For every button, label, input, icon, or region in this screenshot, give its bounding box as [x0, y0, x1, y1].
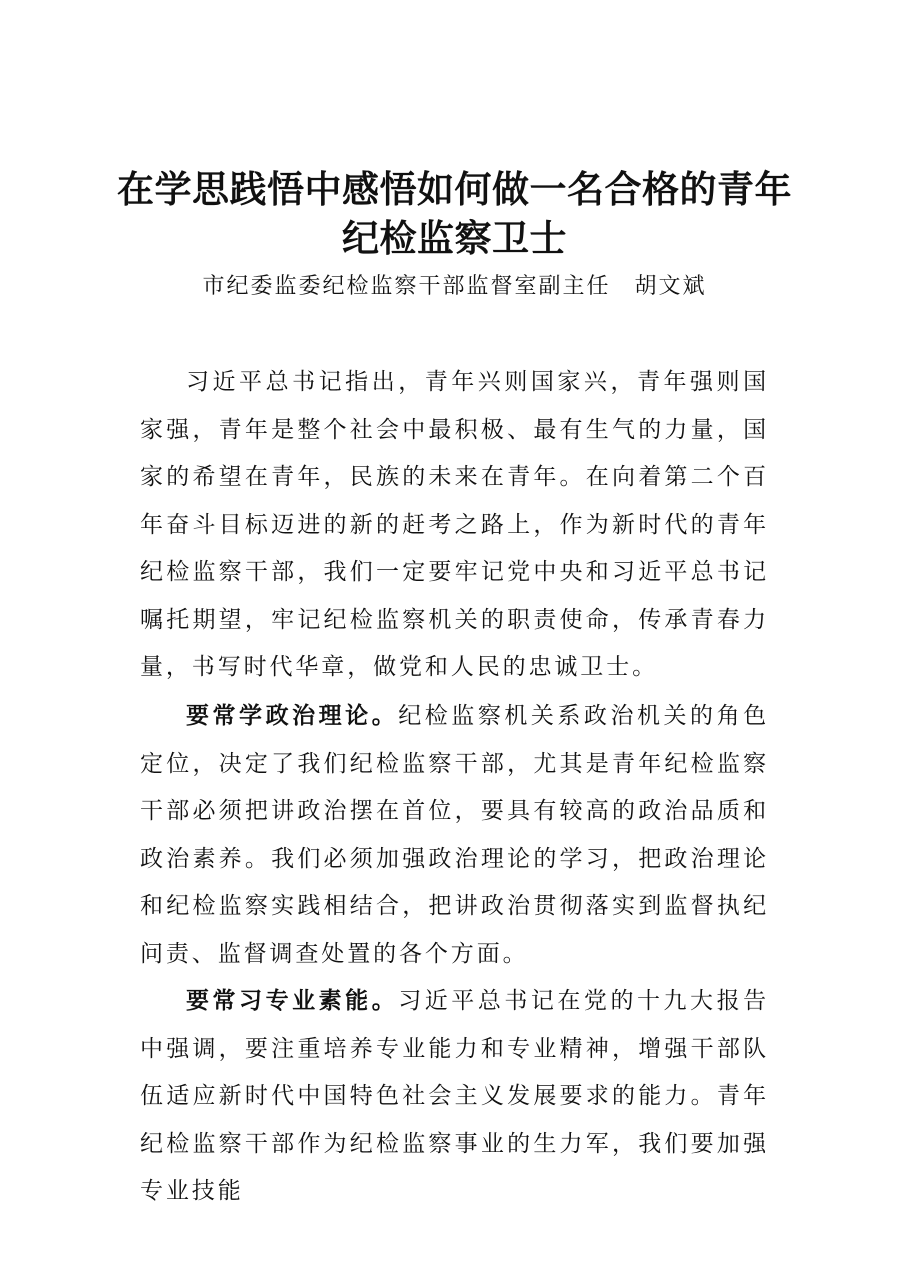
paragraph-text: 习近平总书记指出，青年兴则国家兴，青年强则国家强，青年是整个社会中最积极、最有生气的力量，国家的希望在青年，民族的未来在青年。在向着第二个百年奋斗目标迈进的新的赶考之路上，作为新时代的青年纪检监察干部，我们一定要牢记党中央和习近平总书记嘱托期望，牢记纪检监察机关的职责使命，传承青春力量，书写时代华章，做党和人民的忠诚卫士。 — [140, 369, 769, 680]
paragraph-professional-skills — [140, 977, 769, 1216]
document-title-line-2: 纪检监察卫士 — [342, 216, 567, 260]
paragraph-political-theory — [140, 692, 769, 978]
paragraph-intro — [140, 359, 769, 692]
author-byline: 市纪委监委纪检监察干部监督室副主任 胡文斌 — [202, 274, 707, 299]
paragraph-text: 习近平总书记在党的十九大报告中强调，要注重培养专业能力和专业精神，增强干部队伍适应新时代中国特色社会主义发展要求的能力。青年纪检监察干部作为纪检监察事业的生力军，我们要加强专业技能 — [140, 988, 769, 1204]
paragraph-lead: 要常习专业素能。 — [186, 987, 399, 1014]
paragraph-text: 纪检监察机关系政治机关的角色定位，决定了我们纪检监察干部，尤其是青年纪检监察干部必须把讲政治摆在首位，要具有较高的政治品质和政治素养。我们必须加强政治理论的学习，把政治理论和纪检监察实践相结合，把讲政治贯彻落实到监督执纪问责、监督调查处置的各个方面。 — [140, 703, 769, 967]
paragraph-lead: 要常学政治理论。 — [186, 702, 399, 729]
document-title-line-1: 在学思践悟中感悟如何做一名合格的青年 — [117, 167, 792, 211]
